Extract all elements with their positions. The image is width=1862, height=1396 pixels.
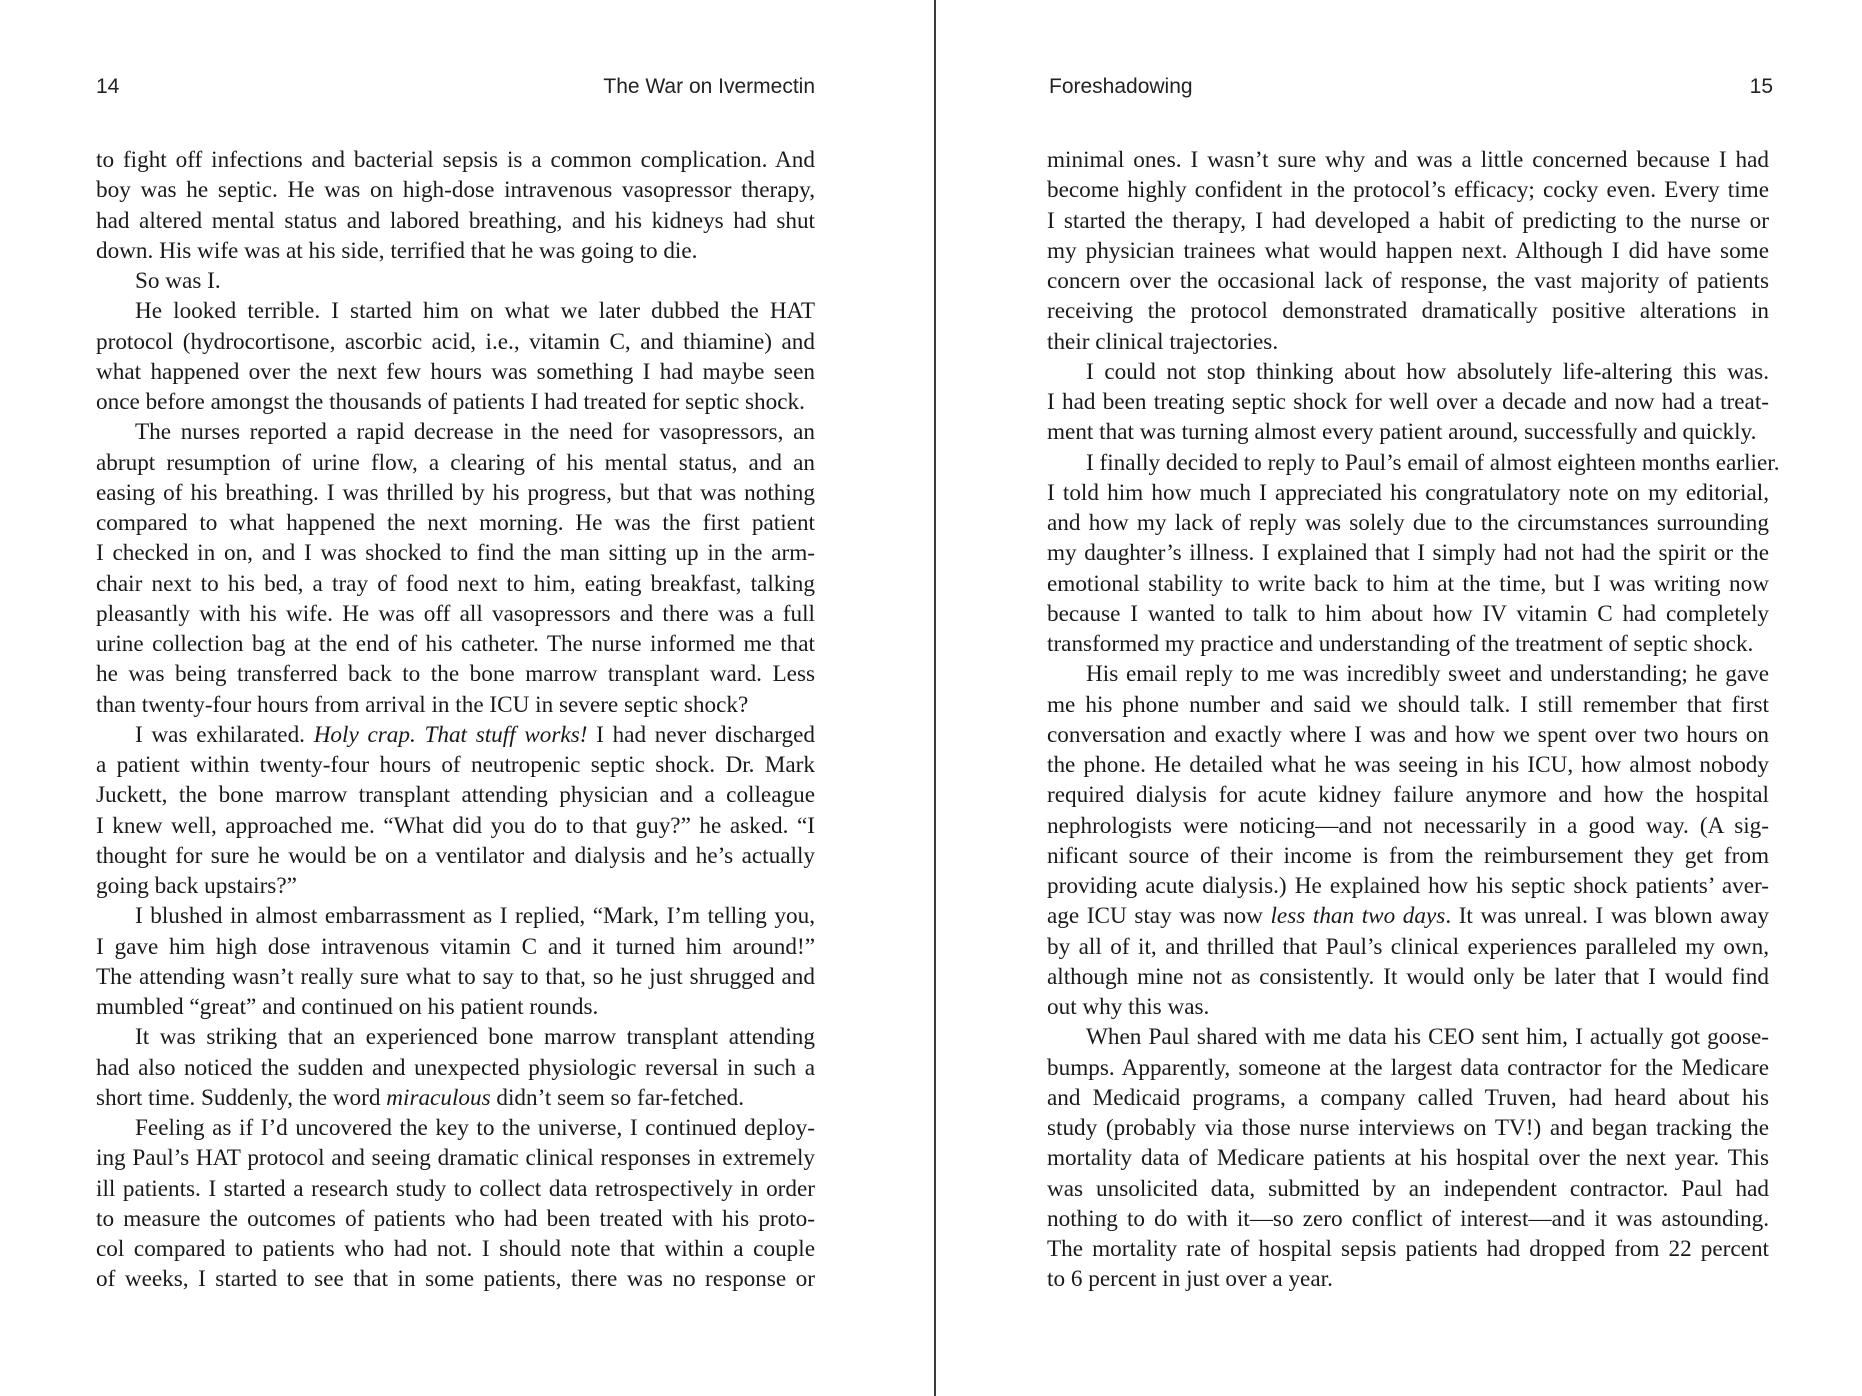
text-line (96, 448, 815, 478)
text-line (1047, 296, 1769, 326)
text-segment: When Paul shared with me data his CEO sent him, I actually got goose- (1086, 1024, 1769, 1051)
text-segment: bumps. Apparently, someone at the largest data contractor for the Medicare (1047, 1054, 1769, 1081)
text-line (1047, 690, 1769, 720)
text-segment: and Medicaid programs, a company called Truven, had heard about his (1047, 1084, 1769, 1111)
text-segment: So was I. (135, 268, 221, 294)
text-line (1047, 720, 1769, 750)
text-line (96, 387, 815, 417)
right-running-title: Foreshadowing (1049, 75, 1193, 98)
text-segment: concern over the occasional lack of response, the vast majority of patients (1047, 268, 1769, 294)
text-line (1047, 448, 1780, 478)
text-line (96, 962, 815, 992)
text-segment: once before amongst the thousands of patients I had treated for septic shock. (96, 389, 805, 415)
text-segment: nephrologists were noticing—and not necessarily in a good way. (A sig- (1047, 812, 1769, 839)
text-line (96, 629, 815, 659)
text-segment: . It was unreal. I was blown away (1445, 903, 1769, 930)
italic-text-segment: Holy crap. That stuff works! (313, 721, 588, 748)
text-line (96, 266, 815, 296)
text-line (1047, 1053, 1769, 1083)
text-line (96, 1083, 815, 1113)
text-segment: I checked in on, and I was shocked to find the man sitting up in the arm- (96, 540, 815, 567)
text-segment: compared to what happened the next morning. He was the first patient (96, 510, 815, 536)
text-line (96, 811, 815, 841)
text-line (96, 236, 815, 266)
text-segment: had also noticed the sudden and unexpected physiologic reversal in such a (96, 1054, 815, 1081)
text-line (1047, 1234, 1769, 1264)
text-line (1047, 206, 1769, 236)
text-segment: a patient within twenty-four hours of neutropenic septic shock. Dr. Mark (96, 752, 815, 778)
text-line (1047, 327, 1769, 357)
text-segment: was unsolicited data, submitted by an independent contractor. Paul had (1047, 1175, 1769, 1202)
text-line (1047, 901, 1769, 931)
text-segment: my daughter’s illness. I explained that I simply had not had the spirit or the (1047, 540, 1769, 567)
text-segment: pleasantly with his wife. He was off all vasopressors and there was a full (96, 600, 815, 627)
text-line (1047, 508, 1769, 538)
text-segment: Feeling as if I’d uncovered the key to the universe, I continued deploy- (135, 1115, 815, 1141)
text-segment: I gave him high dose intravenous vitamin C and it turned him around!” (96, 933, 815, 960)
left-body-text (96, 145, 815, 1295)
text-segment: he was being transferred back to the bone marrow transplant ward. Less (96, 661, 815, 688)
text-line (96, 1264, 815, 1294)
text-segment: conversation and exactly where I was and how we spent over two hours on (1047, 721, 1769, 748)
text-segment: I finally decided to reply to Paul’s email of almost eighteen months earlier. (1086, 449, 1780, 476)
text-line (1047, 1264, 1769, 1294)
text-line (1047, 750, 1769, 780)
text-line (1047, 569, 1769, 599)
right-page (937, 0, 1862, 1396)
text-line (96, 206, 815, 236)
text-line (1047, 175, 1769, 205)
text-line (96, 417, 815, 447)
text-line (96, 1143, 815, 1173)
text-line (96, 1174, 815, 1204)
text-line (96, 599, 815, 629)
text-line (1047, 932, 1769, 962)
text-segment: to 6 percent in just over a year. (1047, 1266, 1333, 1293)
text-segment: and how my lack of reply was solely due to the circumstances surrounding (1047, 510, 1769, 536)
text-segment: thought for sure he would be on a ventilator and dialysis and he’s actually (96, 842, 815, 869)
text-segment: I knew well, approached me. “What did you do to that guy?” he asked. “I (96, 812, 815, 839)
text-line (96, 508, 815, 538)
page-gutter-divider (934, 0, 936, 1396)
text-line (96, 1113, 815, 1143)
text-segment: nothing to do with it—so zero conflict of interest—and it was astounding. (1047, 1205, 1769, 1232)
left-page-number: 14 (96, 75, 120, 98)
text-segment: mortality data of Medicare patients at his hospital over the next year. This (1047, 1145, 1769, 1172)
left-running-title: The War on Ivermectin (603, 75, 815, 98)
text-segment: abrupt resumption of urine flow, a clearing of his mental status, and an (96, 449, 815, 476)
text-segment: urine collection bag at the end of his catheter. The nurse informed me that (96, 631, 815, 657)
text-segment: I was exhilarated. (135, 721, 314, 748)
text-segment: His email reply to me was incredibly sweet and understanding; he gave (1086, 661, 1769, 688)
right-body-text (1047, 145, 1780, 1295)
text-segment: protocol (hydrocortisone, ascorbic acid, i.e., vitamin C, and thiamine) and (96, 328, 815, 355)
text-segment: to measure the outcomes of patients who had been treated with his proto- (96, 1205, 815, 1232)
text-line (1047, 1143, 1769, 1173)
text-segment: minimal ones. I wasn’t sure why and was a little concerned because I had (1047, 147, 1769, 173)
text-line (96, 690, 815, 720)
text-segment: I blushed in almost embarrassment as I replied, “Mark, I’m telling you, (135, 903, 815, 930)
text-line (96, 1022, 815, 1052)
text-line (1047, 811, 1769, 841)
text-line (96, 327, 815, 357)
text-segment: ment that was turning almost every patient around, successfully and quickly. (1047, 419, 1757, 446)
text-line (1047, 1204, 1769, 1234)
text-segment: had altered mental status and labored breathing, and his kidneys had shut (96, 207, 815, 234)
text-segment: my physician trainees what would happen next. Although I did have some (1047, 237, 1769, 264)
text-segment: me his phone number and said we should talk. I still remember that first (1047, 691, 1769, 718)
text-segment: receiving the protocol demonstrated dramatically positive alterations in (1047, 298, 1769, 325)
text-segment: although mine not as consistently. It would only be later that I would find (1047, 963, 1769, 990)
text-line (1047, 659, 1769, 689)
text-segment: short time. Suddenly, the word (96, 1084, 387, 1111)
text-line (96, 720, 815, 750)
text-line (1047, 266, 1769, 296)
text-segment: The attending wasn’t really sure what to say to that, so he just shrugged and (96, 963, 815, 990)
right-page-number: 15 (1749, 75, 1773, 98)
text-segment: out why this was. (1047, 994, 1210, 1020)
text-line (1047, 841, 1769, 871)
text-line (1047, 387, 1769, 417)
text-line (1047, 236, 1769, 266)
text-line (1047, 357, 1769, 387)
text-line (1047, 145, 1769, 175)
text-segment: Juckett, the bone marrow transplant attending physician and a colleague (96, 782, 815, 809)
text-line (96, 750, 815, 780)
text-segment: emotional stability to write back to him at the time, but I was writing now (1047, 570, 1769, 597)
text-segment: by all of it, and thrilled that Paul’s clinical experiences paralleled my own, (1047, 933, 1769, 960)
text-line (96, 871, 815, 901)
text-segment: boy was he septic. He was on high-dose intravenous vasopressor therapy, (96, 177, 815, 204)
text-line (1047, 1113, 1769, 1143)
text-line (1047, 780, 1769, 810)
text-segment: The mortality rate of hospital sepsis patients had dropped from 22 percent (1047, 1236, 1769, 1262)
text-segment: easing of his breathing. I was thrilled by his progress, but that was nothing (96, 479, 815, 506)
text-segment: of weeks, I started to see that in some patients, there was no response or (96, 1266, 815, 1293)
text-segment: than twenty-four hours from arrival in the ICU in severe septic shock? (96, 691, 749, 718)
text-segment: I had never discharged (587, 721, 815, 748)
text-segment: It was striking that an experienced bone marrow transplant attending (135, 1024, 815, 1051)
text-line (96, 1053, 815, 1083)
text-segment: their clinical trajectories. (1047, 328, 1279, 355)
text-segment: didn’t seem so far-fetched. (490, 1084, 745, 1111)
text-line (96, 1234, 815, 1264)
text-line (96, 901, 815, 931)
text-segment: The nurses reported a rapid decrease in the need for vasopressors, an (135, 419, 815, 446)
text-line (96, 175, 815, 205)
text-segment: I told him how much I appreciated his congratulatory note on my editorial, (1047, 479, 1769, 506)
text-line (96, 1204, 815, 1234)
text-line (96, 296, 815, 326)
text-line (96, 932, 815, 962)
text-line (1047, 629, 1769, 659)
text-segment: ing Paul’s HAT protocol and seeing dramatic clinical responses in extremely (96, 1145, 815, 1172)
text-segment: He looked terrible. I started him on what we later dubbed the HAT (135, 298, 815, 325)
text-segment: col compared to patients who had not. I should note that within a couple (96, 1236, 815, 1262)
text-segment: I started the therapy, I had developed a habit of predicting to the nurse or (1047, 207, 1769, 234)
text-line (1047, 1022, 1769, 1052)
text-line (1047, 478, 1769, 508)
text-line (1047, 962, 1769, 992)
text-segment: study (probably via those nurse interviews on TV!) and began tracking the (1047, 1115, 1769, 1141)
italic-text-segment: less than two days (1270, 903, 1446, 930)
text-segment: I could not stop thinking about how absolutely life-altering this was. (1086, 358, 1769, 385)
text-segment: nificant source of their income is from the reimbursement they get from (1047, 842, 1769, 869)
text-line (1047, 538, 1769, 568)
text-segment: become highly confident in the protocol’s efficacy; cocky even. Every time (1047, 177, 1769, 204)
text-line (1047, 992, 1769, 1022)
text-line (96, 145, 815, 175)
text-segment: going back upstairs?” (96, 873, 297, 899)
text-line (1047, 599, 1769, 629)
text-segment: what happened over the next few hours was something I had maybe seen (96, 358, 815, 385)
text-line (96, 841, 815, 871)
text-line (1047, 871, 1769, 901)
italic-text-segment: miraculous (386, 1084, 491, 1111)
text-line (1047, 1083, 1769, 1113)
text-line (96, 992, 815, 1022)
text-segment: age ICU stay was now (1047, 903, 1271, 930)
text-line (96, 569, 815, 599)
text-line (96, 357, 815, 387)
text-segment: to fight off infections and bacterial sepsis is a common complication. And (96, 147, 815, 173)
text-segment: chair next to his bed, a tray of food next to him, eating breakfast, talking (96, 570, 815, 597)
text-line (96, 780, 815, 810)
text-segment: transformed my practice and understanding of the treatment of septic shock. (1047, 631, 1754, 657)
text-segment: ill patients. I started a research study to collect data retrospectively in order (96, 1175, 815, 1202)
text-segment: because I wanted to talk to him about how IV vitamin C had completely (1047, 600, 1769, 627)
text-line (96, 659, 815, 689)
text-segment: mumbled “great” and continued on his patient rounds. (96, 994, 599, 1020)
text-segment: down. His wife was at his side, terrified that he was going to die. (96, 237, 698, 264)
text-segment: the phone. He detailed what he was seeing in his ICU, how almost nobody (1047, 752, 1769, 778)
text-segment: required dialysis for acute kidney failure anymore and how the hospital (1047, 782, 1769, 809)
text-segment: providing acute dialysis.) He explained how his septic shock patients’ aver- (1047, 873, 1769, 899)
text-line (96, 538, 815, 568)
text-line (1047, 1174, 1769, 1204)
text-line (96, 478, 815, 508)
text-line (1047, 417, 1769, 447)
text-segment: I had been treating septic shock for well over a decade and now had a treat- (1047, 389, 1769, 415)
